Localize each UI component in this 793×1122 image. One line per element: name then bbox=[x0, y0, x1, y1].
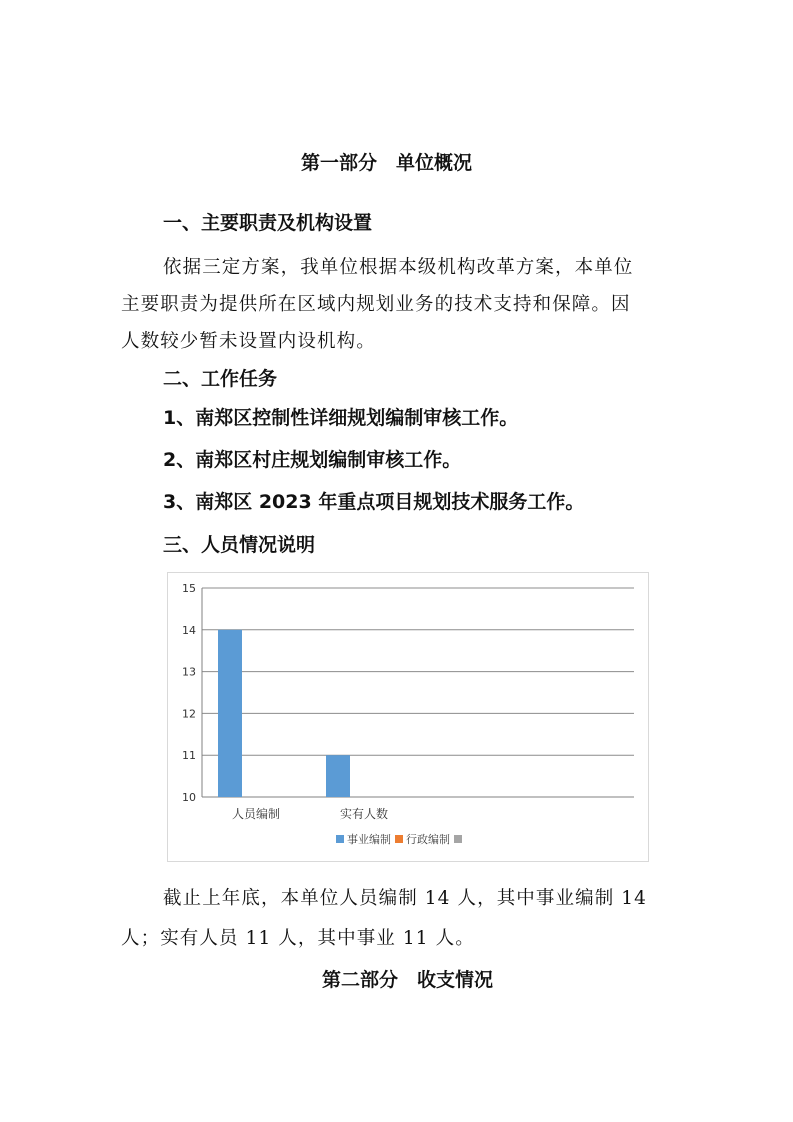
staffing-chart bbox=[167, 572, 649, 862]
y-tick-label: 13 bbox=[182, 665, 196, 679]
legend-label: 事业编制 bbox=[347, 833, 391, 846]
task-2: 2、南郑区村庄规划编制审核工作。 bbox=[163, 449, 462, 471]
legend-swatch bbox=[454, 835, 462, 843]
legend-swatch bbox=[336, 835, 344, 843]
y-tick-label: 15 bbox=[182, 582, 196, 595]
y-tick-label: 14 bbox=[182, 623, 196, 637]
legend-swatch bbox=[395, 835, 403, 843]
task-1: 1、南郑区控制性详细规划编制审核工作。 bbox=[163, 407, 519, 429]
bar-事业编制-人员编制 bbox=[218, 630, 242, 797]
category-label: 实有人数 bbox=[339, 807, 389, 821]
section3-heading: 三、人员情况说明 bbox=[163, 534, 316, 556]
staffing-chart-svg bbox=[168, 573, 648, 861]
section2-heading: 二、工作任务 bbox=[163, 368, 278, 390]
y-tick-label: 12 bbox=[182, 707, 196, 721]
bar-事业编制-实有人数 bbox=[326, 755, 350, 797]
section1-line-2: 主要职责为提供所在区域内规划业务的技术支持和保障。因 bbox=[121, 294, 631, 315]
y-tick-label: 10 bbox=[182, 791, 196, 804]
legend-label: 行政编制 bbox=[406, 833, 450, 846]
y-tick-label: 11 bbox=[182, 749, 196, 763]
part1-title: 第一部分 单位概况 bbox=[301, 152, 473, 174]
part2-title: 第二部分 收支情况 bbox=[322, 969, 494, 991]
summary-line-1: 截止上年底，本单位人员编制 14 人，其中事业编制 14 bbox=[163, 888, 648, 909]
section1-heading: 一、主要职责及机构设置 bbox=[163, 212, 373, 234]
task-3: 3、南郑区 2023 年重点项目规划技术服务工作。 bbox=[163, 491, 585, 513]
summary-line-2: 人；实有人员 11 人，其中事业 11 人。 bbox=[121, 928, 475, 949]
section1-line-3: 人数较少暂未设置内设机构。 bbox=[121, 331, 376, 352]
category-label: 人员编制 bbox=[231, 807, 281, 821]
section1-line-1: 依据三定方案，我单位根据本级机构改革方案，本单位 bbox=[163, 257, 634, 278]
